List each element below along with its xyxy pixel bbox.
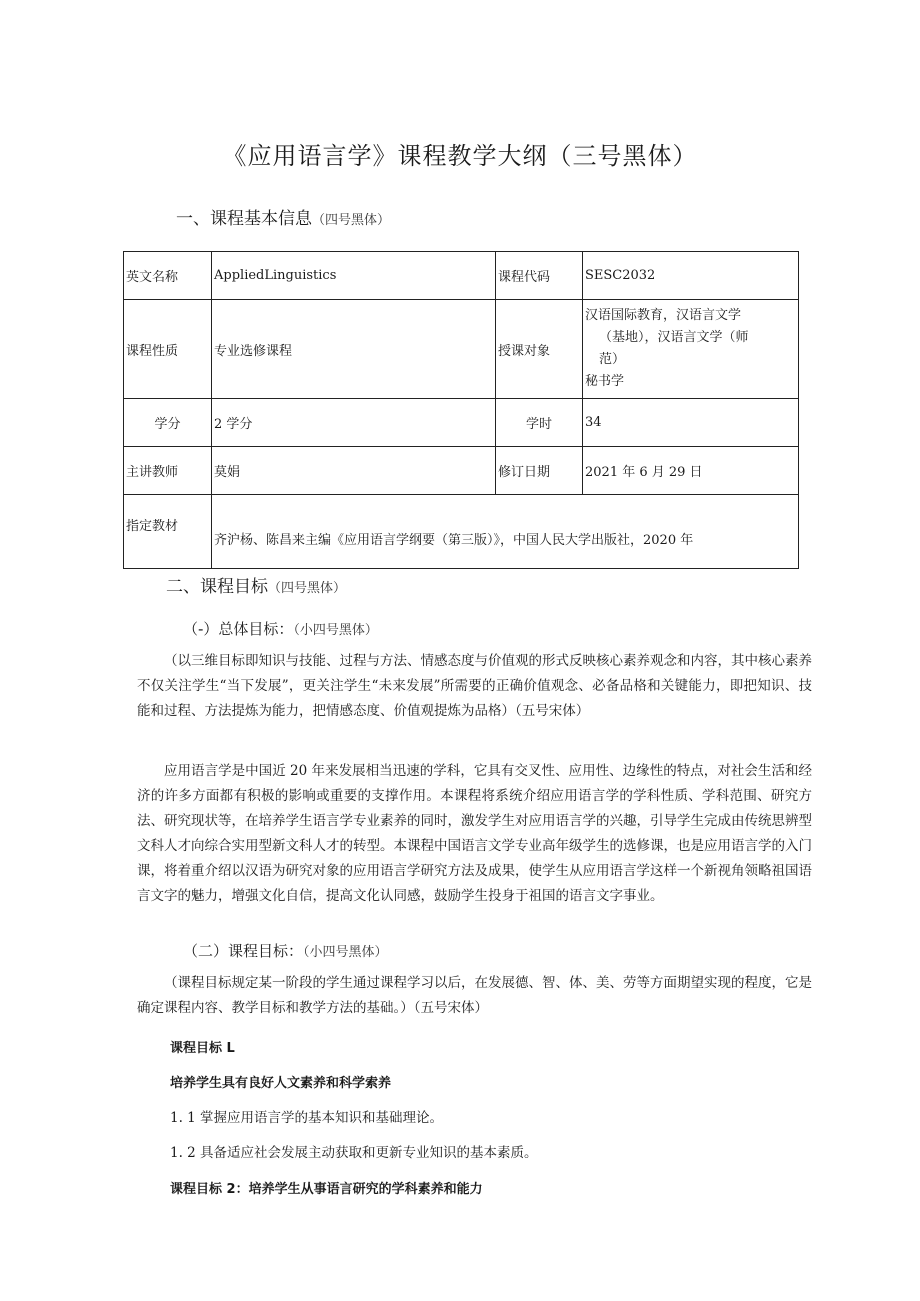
label-credits: 学分 bbox=[124, 399, 212, 447]
audience-line: 范） bbox=[599, 352, 626, 367]
goal-1-item-1: 1. 1 掌握应用语言学的基本知识和基础理论。 bbox=[170, 1110, 444, 1126]
label-english-name: 英文名称 bbox=[124, 252, 212, 300]
font-note: （四号黑体） bbox=[312, 213, 391, 228]
section-heading-basic-info bbox=[176, 204, 390, 229]
audience-line: （基地），汉语言文学（师 bbox=[599, 330, 749, 345]
table-row bbox=[124, 495, 799, 569]
label-audience: 授课对象 bbox=[496, 300, 583, 399]
label-textbook: 指定教材 bbox=[124, 495, 212, 569]
value-course-code: SESC2032 bbox=[583, 252, 799, 300]
goal-1-title: 课程目标 L bbox=[170, 1041, 235, 1056]
goal-1-description: 培养学生具有良好人文素养和科学索养 bbox=[170, 1076, 392, 1091]
table-row bbox=[124, 300, 799, 399]
course-info-table bbox=[123, 251, 799, 569]
section-heading-course-goals bbox=[166, 572, 346, 597]
label-course-nature: 课程性质 bbox=[124, 300, 212, 399]
subsection-heading-course-goals bbox=[183, 940, 388, 961]
label-lecturer: 主讲教师 bbox=[124, 447, 212, 495]
value-lecturer: 莫娟 bbox=[212, 447, 496, 495]
goal-1-item-2: 1. 2 具备适应社会发展主动获取和更新专业知识的基本素质。 bbox=[170, 1145, 538, 1161]
value-textbook: 齐沪杨、陈昌来主编《应用语言学纲要（第三版）》，中国人民大学出版社，2020 年 bbox=[212, 495, 799, 569]
value-revision-date: 2021 年 6 月 29 日 bbox=[583, 447, 799, 495]
paragraph-three-dimension-goals: （以三维目标即知识与技能、过程与方法、情感态度与价值观的形式反映核心素养观念和内容，其中核心素养不仅关注学生“当下发展”，更关注学生“未来发展”所需要的正确价值观念、必备品格和关键能力，即把知识、技能和过程、方法提炼为能力，把情感态度、价值观提炼为品格）（五号宋体） bbox=[137, 653, 812, 719]
section-heading-text: 一、课程基本信息 bbox=[176, 209, 312, 229]
goal-2-title: 课程目标 2：培养学生从事语言研究的学科素养和能力 bbox=[170, 1182, 483, 1197]
paragraph-course-description: 应用语言学是中国近 20 年来发展相当迅速的学科，它具有交叉性、应用性、边缘性的特点，对社会生活和经济的许多方面都有积极的影响或重要的支撑作用。本课程将系统介绍应用语言学的学科性质、学科范围、研究方法、研究现状等，在培养学生语言学专业素养的同时，激发学生对应用语言学的兴趣，引导学生完成由传统思辨型文科人才向综合实用型新文科人才的转型。本课程中国语言文学专业高年级学生的选修课，也是应用语言学的入门课，将着重介绍以汉语为研究对象的应用语言学研究方法及成果，使学生从应用语言学这样一个新视角领略祖国语言文字的魅力，增强文化自信，提高文化认同感，鼓励学生投身于祖国的语言文字事业。 bbox=[137, 763, 812, 904]
value-audience bbox=[583, 300, 799, 399]
audience-line: 秘书学 bbox=[585, 374, 625, 389]
subsection-heading-overall-goal bbox=[183, 618, 378, 639]
label-revision-date: 修订日期 bbox=[496, 447, 583, 495]
font-note: （小四号黑体） bbox=[293, 623, 378, 638]
audience-line: 汉语国际教育，汉语言文学 bbox=[585, 308, 742, 323]
table-row bbox=[124, 252, 799, 300]
subsection-heading-text: （二）课程目标： bbox=[183, 942, 304, 960]
paragraph-goal-definition: （课程目标规定某一阶段的学生通过课程学习以后，在发展德、智、体、美、劳等方面期望实现的程度，它是确定课程内容、教学目标和教学方法的基础。）（五号宋体） bbox=[137, 975, 812, 1016]
subsection-heading-text: （-）总体目标： bbox=[183, 620, 294, 638]
table-row bbox=[124, 399, 799, 447]
label-hours: 学时 bbox=[496, 399, 583, 447]
value-hours: 34 bbox=[583, 399, 799, 447]
value-english-name: AppliedLinguistics bbox=[212, 252, 496, 300]
label-course-code: 课程代码 bbox=[496, 252, 583, 300]
section-heading-text: 二、课程目标 bbox=[166, 577, 268, 597]
font-note: （小四号黑体） bbox=[303, 945, 388, 960]
value-credits: 2 学分 bbox=[212, 399, 496, 447]
value-course-nature: 专业选修课程 bbox=[212, 300, 496, 399]
document-title: 《应用语言学》课程教学大纲（三号黑体） bbox=[222, 142, 698, 170]
table-row bbox=[124, 447, 799, 495]
font-note: （四号黑体） bbox=[268, 581, 347, 596]
